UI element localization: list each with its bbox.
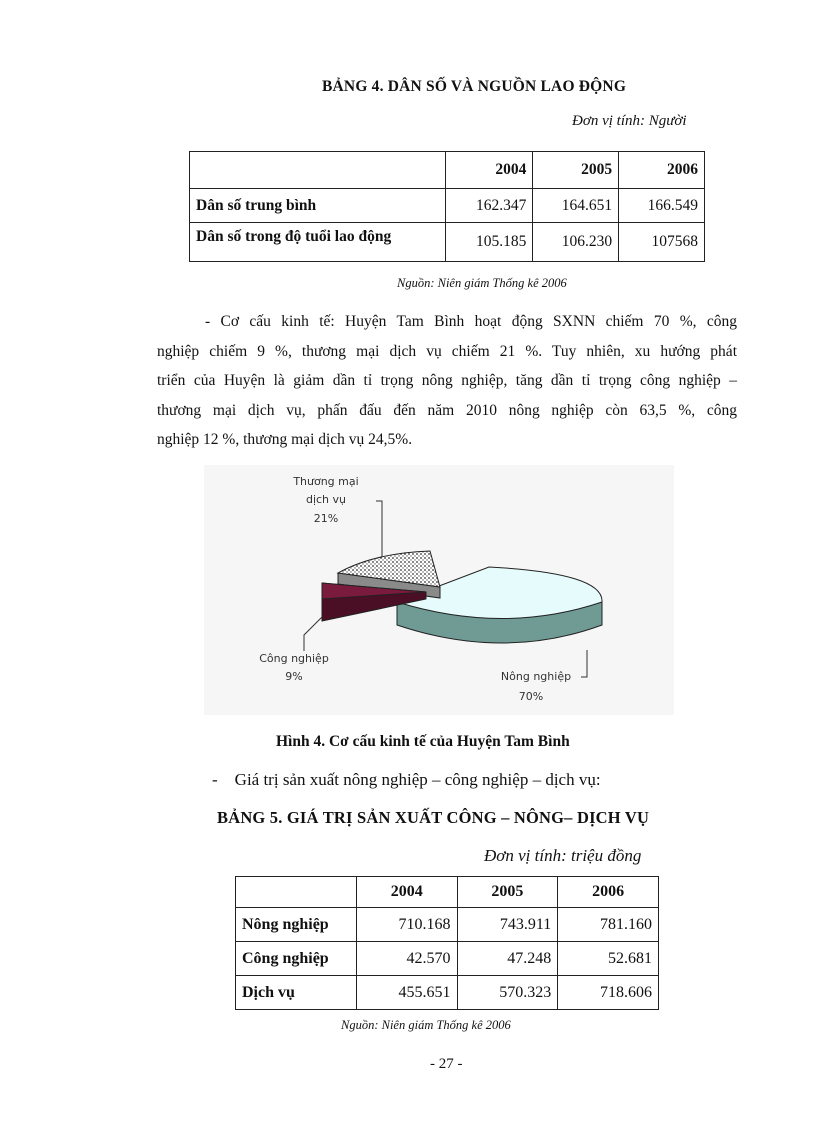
table4-header-2004: 2004	[445, 152, 533, 189]
table-row	[236, 908, 659, 942]
table5-header-row	[236, 877, 659, 908]
table5	[235, 876, 659, 1010]
table5-header-2004: 2004	[356, 877, 457, 908]
chart-label-nn-line1: Nông nghiệp	[500, 670, 572, 683]
table-row	[190, 223, 705, 262]
table5-cell: 570.323	[457, 976, 558, 1010]
table5-cell: 42.570	[356, 942, 457, 976]
table5-cell: 52.681	[558, 942, 659, 976]
chart-label-nn-value: 70%	[518, 690, 544, 703]
table4-cell: 106.230	[533, 223, 619, 262]
paragraph-line: thương mại dịch vụ, phấn đấu đến năm 2010 nông nghiệp còn 63,5 %, công	[157, 401, 737, 419]
table-row	[236, 976, 659, 1010]
table5-row-label: Công nghiệp	[236, 942, 357, 976]
table4-row-label: Dân số trong độ tuổi lao động	[190, 223, 446, 262]
table4-cell: 162.347	[445, 189, 533, 223]
table4-unit: Đơn vị tính: Người	[572, 113, 687, 129]
table4-header-2005: 2005	[533, 152, 619, 189]
table4-cell: 107568	[619, 223, 705, 262]
table-row	[190, 189, 705, 223]
table4-corner-cell	[190, 152, 446, 189]
paragraph-line: nghiệp 12 %, thương mại dịch vụ 24,5%.	[157, 431, 413, 448]
table5-unit: Đơn vị tính: triệu đồng	[484, 846, 642, 865]
chart-label-tmdv-line1: Thương mại	[293, 475, 359, 488]
table5-corner-cell	[236, 877, 357, 908]
paragraph-line: - Cơ cấu kinh tế: Huyện Tam Bình hoạt động SXNN chiếm 70 %, công	[205, 313, 737, 330]
economic-structure-paragraph	[157, 307, 737, 455]
chart-label-tmdv-line2: dịch vụ	[305, 493, 347, 506]
table5-cell: 718.606	[558, 976, 659, 1010]
table5-cell: 743.911	[457, 908, 558, 942]
table5-title: BẢNG 5. GIÁ TRỊ SẢN XUẤT CÔNG – NÔNG– DỊCH VỤ	[217, 808, 650, 827]
economic-structure-pie-chart	[204, 465, 674, 715]
table4-header-row	[190, 152, 705, 189]
page-number: - 27 -	[430, 1056, 463, 1072]
figure4-caption: Hình 4. Cơ cấu kinh tế của Huyện Tam Bình	[276, 733, 570, 750]
table5-row-label: Nông nghiệp	[236, 908, 357, 942]
chart-label-cn-line1: Công nghiệp	[259, 652, 329, 665]
table4-cell: 105.185	[445, 223, 533, 262]
table4-cell: 164.651	[533, 189, 619, 223]
table5-row-label: Dịch vụ	[236, 976, 357, 1010]
paragraph-line: nghiệp chiếm 9 %, thương mại dịch vụ chiếm 21 %. Tuy nhiên, xu hướng phát	[157, 342, 737, 360]
table5-header-2005: 2005	[457, 877, 558, 908]
production-value-bullet: - Giá trị sản xuất nông nghiệp – công nghiệp – dịch vụ:	[212, 770, 601, 789]
table5-cell: 781.160	[558, 908, 659, 942]
table5-cell: 710.168	[356, 908, 457, 942]
table4-title: BẢNG 4. DÂN SỐ VÀ NGUỒN LAO ĐỘNG	[322, 78, 627, 95]
paragraph-line: triển của Huyện là giảm dần tỉ trọng nông nghiệp, tăng dần tỉ trọng công nghiệp –	[157, 372, 737, 389]
chart-label-tmdv-value: 21%	[313, 512, 339, 525]
table5-cell: 455.651	[356, 976, 457, 1010]
table4-row-label: Dân số trung bình	[190, 189, 446, 223]
table4	[189, 151, 705, 262]
table5-source: Nguồn: Niên giám Thống kê 2006	[341, 1018, 511, 1032]
table5-header-2006: 2006	[558, 877, 659, 908]
table5-cell: 47.248	[457, 942, 558, 976]
table-row	[236, 942, 659, 976]
table4-header-2006: 2006	[619, 152, 705, 189]
chart-label-cn-value: 9%	[285, 670, 303, 683]
table4-source: Nguồn: Niên giám Thống kê 2006	[397, 276, 567, 290]
table4-cell: 166.549	[619, 189, 705, 223]
